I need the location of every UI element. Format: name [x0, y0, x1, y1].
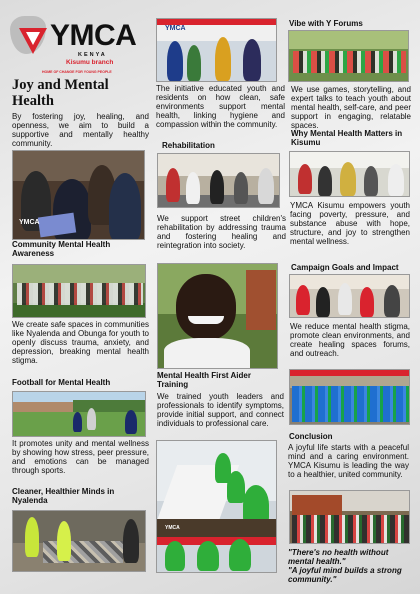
- conclusion-heading: Conclusion: [289, 432, 333, 441]
- brand-branch: Kisumu branch: [66, 59, 114, 66]
- ymca-triangle-icon: [19, 28, 47, 54]
- football-photo: [12, 391, 146, 437]
- brand-name: YMCA: [50, 19, 137, 52]
- campaign-text: We reduce mental health stigma, promote clean environments, and create healing spaces forums, and outreach.: [290, 322, 410, 358]
- photo-tag: YMCA: [19, 219, 40, 226]
- cleaner-heading: Cleaner, Healthier Minds in Nyalenda: [12, 487, 115, 505]
- community-text: We create safe spaces in communities like Nyalenda and Obunga for youth to openly discuss trauma, anxiety, and depression, breaking mental health stigma.: [12, 320, 149, 365]
- conclusion-photo: [289, 490, 410, 544]
- initiative-photo: [156, 18, 277, 82]
- vibe-heading: Vibe with Y Forums: [289, 19, 363, 28]
- quote-no-health: "There's no health without mental health.": [288, 548, 389, 567]
- brand-country: KENYA: [78, 52, 107, 58]
- smiling-youth-photo: [157, 263, 278, 369]
- photo-tag: YMCA: [165, 525, 180, 531]
- community-crowd-photo: [12, 264, 146, 318]
- why-heading: Why Mental Health Matters in Kisumu: [291, 129, 403, 147]
- rehab-heading: Rehabilitation: [162, 141, 215, 150]
- intro-text: By fostering joy, healing, and openness, we aim to build a supportive and mentally healthy community.: [12, 112, 149, 148]
- football-heading: Football for Mental Health: [12, 378, 111, 387]
- ymca-logo: [8, 14, 153, 80]
- conclusion-text: A joyful life starts with a peaceful mind and a caring environment. YMCA Kisumu is leading the way to a healthier, united community.: [288, 443, 409, 479]
- why-photo: [289, 151, 410, 197]
- rehab-text: We support street children's rehabilitation by addressing trauma and fostering healing and reintegration into society.: [157, 214, 286, 250]
- photo-tag: YMCA: [165, 25, 186, 32]
- vibe-photo: [288, 30, 409, 82]
- why-text: YMCA Kisumu empowers youth facing poverty, pressure, and substance abuse with hope, structure, and joy to strengthen mental wellness.: [290, 201, 410, 246]
- choir-photo: [289, 369, 410, 425]
- campaign-photo: [289, 274, 410, 318]
- football-text: It promotes unity and mental wellness by showing how stress, peer pressure, and emotions can be managed through sports.: [12, 439, 149, 475]
- campaign-heading: Campaign Goals and Impact: [291, 263, 399, 272]
- quote-joyful-mind: "A joyful mind builds a strong community.": [288, 566, 402, 585]
- page-title: Joy and Mental Health: [12, 77, 109, 109]
- training-photo: [156, 440, 277, 573]
- vibe-text: We use games, storytelling, and expert talks to teach youth about mental health, self-care, and peer support in engaging, relatable spaces.: [291, 85, 411, 130]
- community-photo: [12, 150, 145, 240]
- first-aider-text: We trained youth leaders and professionals to identify symptoms, provide initial support, and connect individuals to professional care.: [157, 392, 284, 428]
- community-heading: Community Mental Health Awareness: [12, 240, 111, 258]
- initiative-text: The initiative educated youth and residents on how clean, safe environments support mental health, linking hygiene and compassion within the community.: [156, 84, 285, 129]
- brand-tagline: HOME OF CHANGE FOR YOUNG PEOPLE: [42, 70, 112, 74]
- rehab-photo: [157, 153, 280, 208]
- first-aider-heading: Mental Health First Aider Training: [157, 371, 251, 389]
- cleanup-photo: [12, 510, 146, 572]
